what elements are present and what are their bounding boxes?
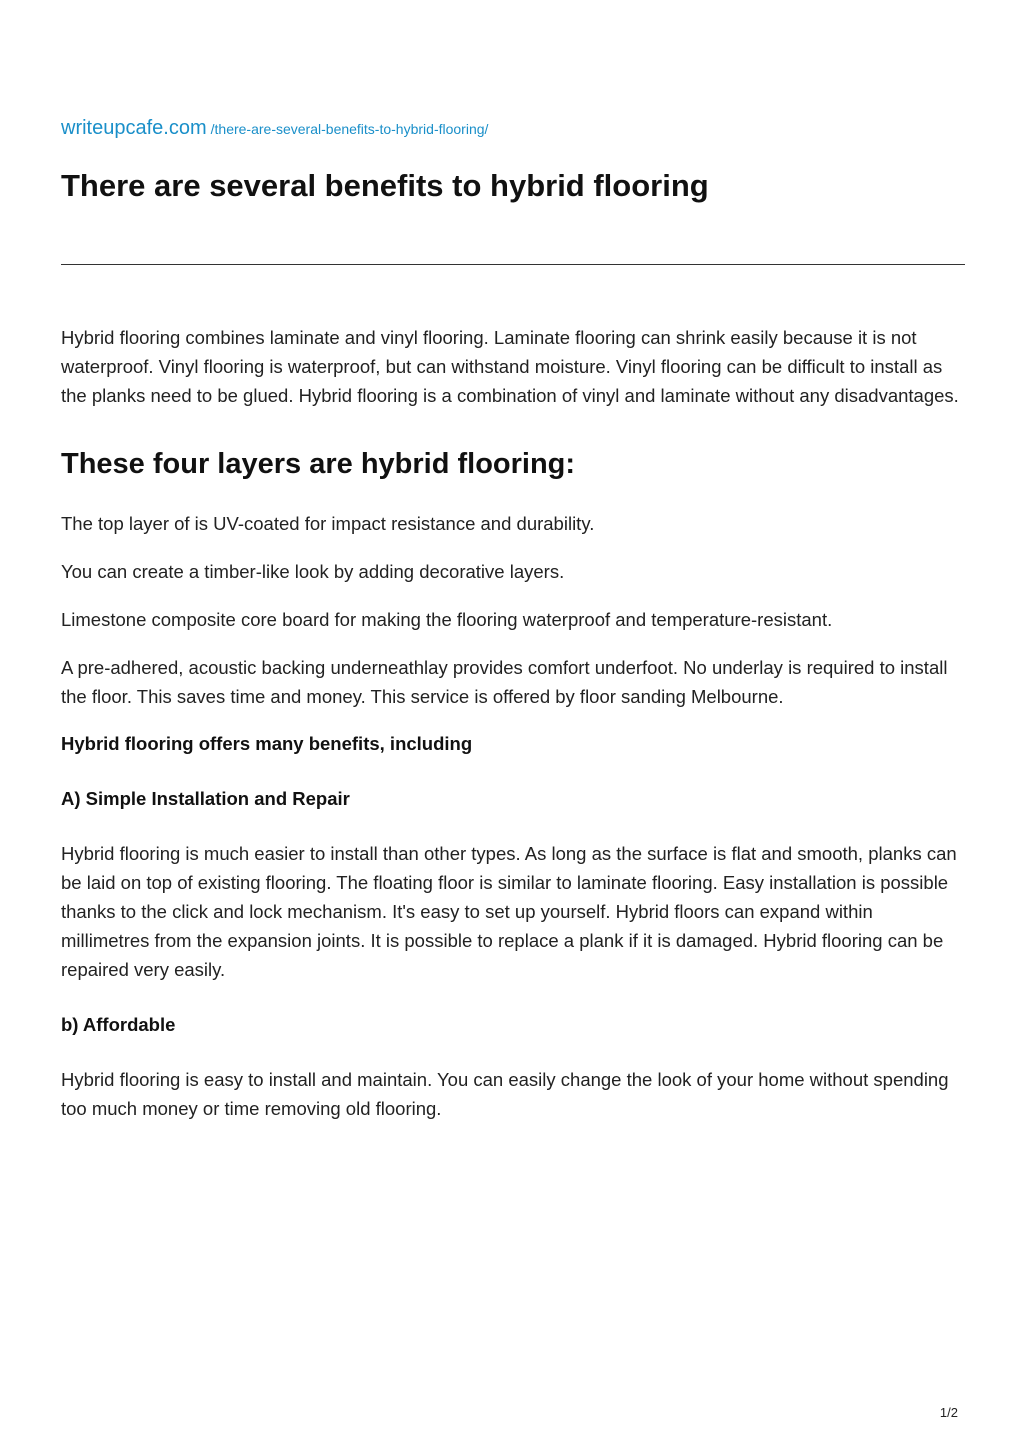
benefit-b-heading: b) Affordable	[61, 1014, 176, 1035]
benefit-a-heading: A) Simple Installation and Repair	[61, 788, 350, 809]
layer-item: Limestone composite core board for making the flooring waterproof and temperature-resistant.	[61, 609, 833, 630]
page-number: 1/2	[939, 1405, 958, 1420]
article-body	[61, 323, 965, 1123]
article-title: There are several benefits to hybrid flooring	[61, 168, 709, 203]
source-path-link[interactable]: /there-are-several-benefits-to-hybrid-flooring/	[210, 121, 489, 137]
layer-item: The top layer of is UV-coated for impact resistance and durability.	[61, 513, 595, 534]
intro-paragraph: Hybrid flooring combines laminate and vinyl flooring. Laminate flooring can shrink easily because it is not waterproof. Vinyl flooring is waterproof, but can withstand moisture. Vinyl flooring can be difficult to install as the planks need to be glued. Hybrid flooring is a combination of vinyl and laminate without any disadvantages.	[61, 327, 959, 406]
layer-item: A pre-adhered, acoustic backing underneathlay provides comfort underfoot. No underlay is required to install the floor. This saves time and money. This service is offered by floor sanding Melbourne.	[61, 657, 948, 707]
source-domain-link[interactable]: writeupcafe.com	[61, 117, 207, 139]
layer-item: You can create a timber-like look by adding decorative layers.	[61, 561, 565, 582]
title-divider	[61, 264, 965, 265]
benefits-heading: Hybrid flooring offers many benefits, including	[61, 733, 473, 754]
benefit-a-paragraph: Hybrid flooring is much easier to install than other types. As long as the surface is flat and smooth, planks can be laid on top of existing flooring. The floating floor is similar to laminate flooring. Easy installation is possible thanks to the click and lock mechanism. It's easy to set up yourself. Hybrid floors can expand within millimetres from the expansion joints. It is possible to replace a plank if it is damaged. Hybrid flooring can be repaired very easily.	[61, 843, 957, 980]
layers-heading: These four layers are hybrid flooring:	[61, 448, 576, 480]
benefit-b-paragraph: Hybrid flooring is easy to install and maintain. You can easily change the look of your home without spending too much money or time removing old flooring.	[61, 1069, 949, 1119]
source-url	[61, 117, 488, 140]
